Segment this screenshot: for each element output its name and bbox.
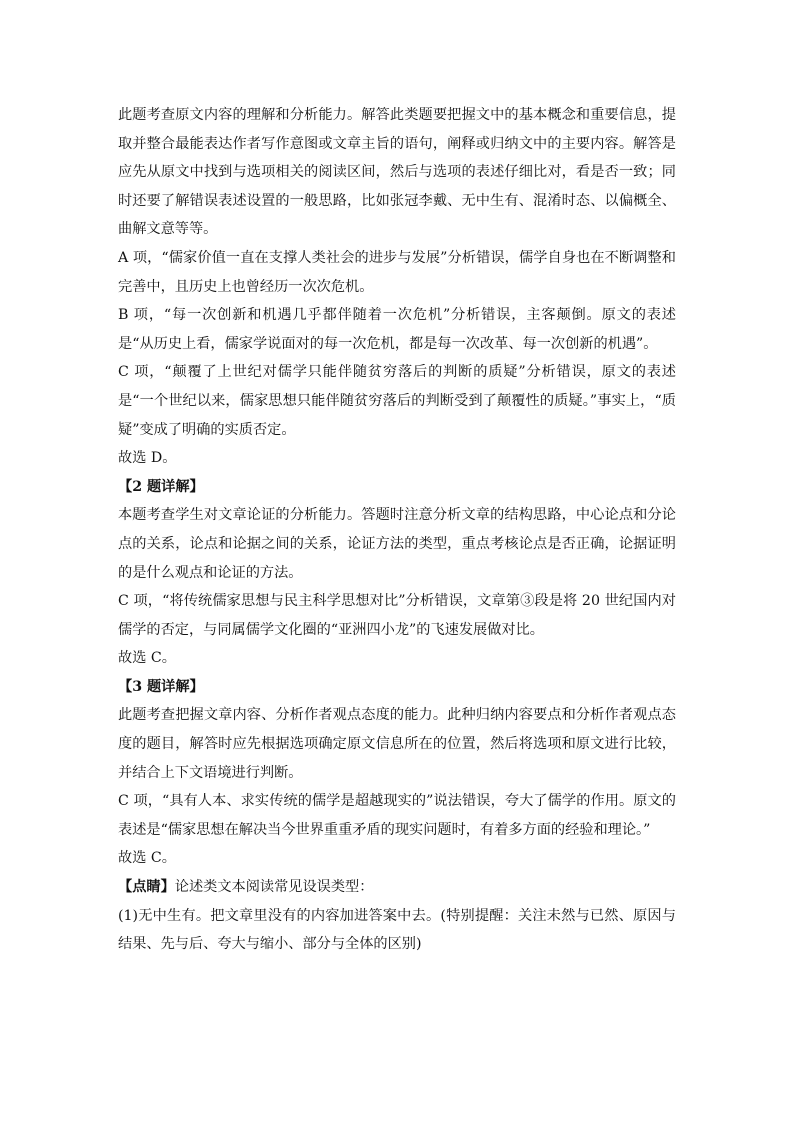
paragraph-q2-option-c: C 项，“将传统儒家思想与民主科学思想对比”分析错误，文章第③段是将 20 世纪国内对儒学的否定，与同属儒学文化圈的“亚洲四小龙”的飞速发展做对比。 bbox=[118, 593, 676, 638]
tip-label: 【点睛】 bbox=[118, 879, 175, 896]
paragraph-option-a: A 项，“儒家价值一直在支撑人类社会的进步与发展”分析错误，儒学自身也在不断调整和完善中，且历史上也曾经历一次次危机。 bbox=[118, 249, 676, 295]
paragraph-intro: 此题考查原文内容的理解和分析能力。解答此类题要把握文中的基本概念和重要信息，提取并整合最能表达作者写作意图或文章主旨的语句，阐释或归纳文中的主要内容。解答是应先从原文中找到与选项相关的阅读区间，然后与选项的表述仔细比对，看是否一致；同时还要了解错误表述设置的一般思路，比如张冠李戴、无中生有、混淆时态、以偏概全、曲解文意等等。 bbox=[118, 107, 676, 238]
section-heading-3: 【3 题详解】 bbox=[118, 678, 204, 695]
paragraph-q3-explain: 此题考查把握文章内容、分析作者观点态度的能力。此种归纳内容要点和分析作者观点态度的题目，解答时应先根据选项确定原文信息所在的位置，然后将选项和原文进行比较，并结合上下文语境进行判断。 bbox=[118, 707, 676, 781]
paragraph-option-c: C 项，“颠覆了上世纪对儒学只能伴随贫穷落后的判断的质疑”分析错误，原文的表述是“一个世纪以来，儒家思想只能伴随贫穷落后的判断受到了颠覆性的质疑。”事实上，“质疑”变成了明确的实质否定。 bbox=[118, 364, 676, 438]
tip-text: 论述类文本阅读常见设误类型： bbox=[174, 879, 374, 896]
paragraph-q2-explain: 本题考查学生对文章论证的分析能力。答题时注意分析文章的结构思路，中心论点和分论点的关系，论点和论据之间的关系，论证方法的类型，重点考核论点是否正确，论据证明的是什么观点和论证的方法。 bbox=[118, 507, 676, 581]
answer-line-2: 故选 C。 bbox=[118, 650, 176, 667]
tip-heading bbox=[118, 873, 676, 902]
paragraph-tip-item-1: (1)无中生有。把文章里没有的内容加进答案中去。(特别提醒：关注未然与已然、原因与结果、先与后、夸大与缩小、部分与全体的区别) bbox=[118, 907, 676, 953]
paragraph-option-b: B 项，“每一次创新和机遇几乎都伴随着一次危机”分析错误，主客颠倒。原文的表述是“从历史上看，儒家学说面对的每一次危机，都是每一次改革、每一次创新的机遇”。 bbox=[118, 307, 676, 352]
answer-line-3: 故选 C。 bbox=[118, 850, 176, 867]
section-heading-2: 【2 题详解】 bbox=[118, 478, 204, 495]
answer-line-1: 故选 D。 bbox=[118, 450, 177, 467]
paragraph-q3-option-c: C 项，“具有人本、求实传统的儒学是超越现实的”说法错误，夸大了儒学的作用。原文的表述是“儒家思想在解决当今世界重重矛盾的现实问题时，有着多方面的经验和理论。” bbox=[118, 793, 676, 838]
